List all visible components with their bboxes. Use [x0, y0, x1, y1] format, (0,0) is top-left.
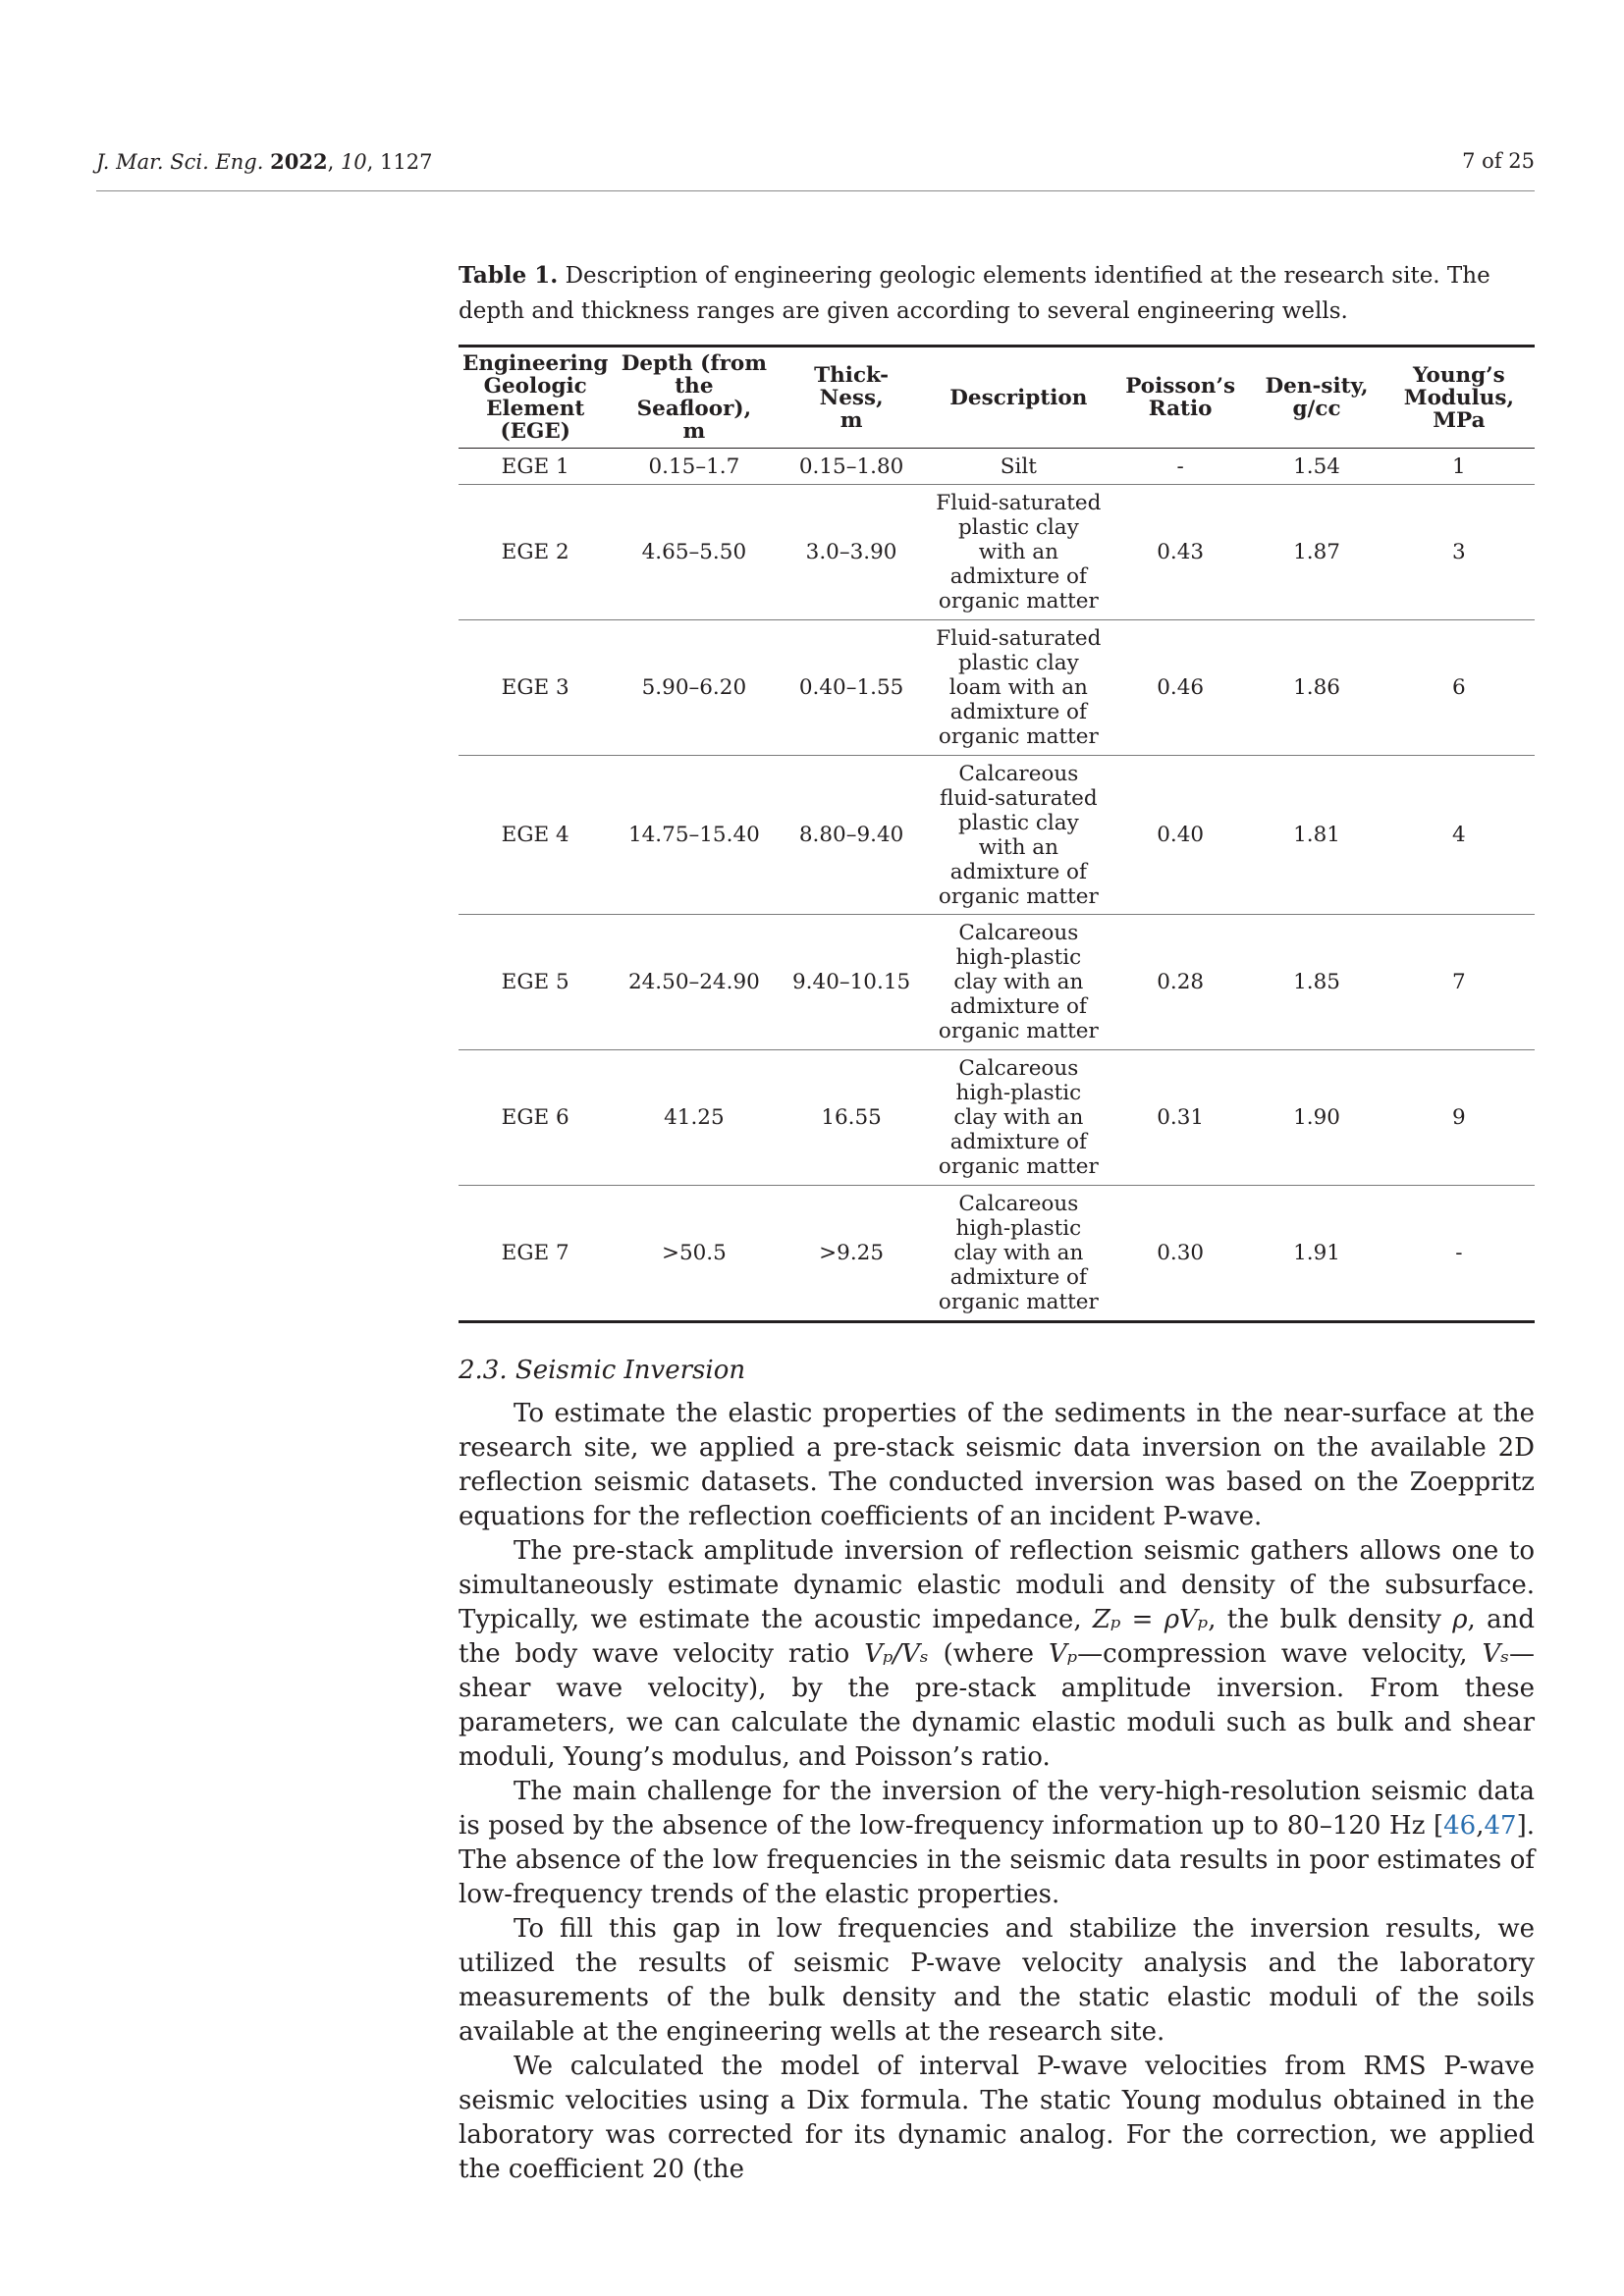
- table-caption-label: Table 1.: [459, 262, 559, 289]
- cell-thickness: 16.55: [776, 1050, 926, 1186]
- cell-poisson: 0.31: [1110, 1050, 1250, 1186]
- table-caption-text: Description of engineering geologic elements identified at the research site. The depth and thickness ranges are given according to several engineering wells.: [459, 263, 1490, 324]
- cell-thickness: 3.0–3.90: [776, 485, 926, 620]
- cell-description: Calcareous high-plastic clay with an admixture of organic matter: [927, 915, 1110, 1050]
- table-row: [459, 620, 1535, 756]
- journal-volume: 10: [340, 150, 367, 174]
- cell-depth: 4.65–5.50: [612, 485, 776, 620]
- cell-poisson: 0.28: [1110, 915, 1250, 1050]
- table-row: [459, 485, 1535, 620]
- cell-young: 1: [1383, 449, 1535, 485]
- paragraph: The pre-stack amplitude inversion of reflection seismic gathers allows one to simultaneously estimate dynamic elastic moduli and density of the subsurface. Typically, we estimate the acoustic impedance, Zₚ = ρVₚ, the bulk density ρ, and the body wave velocity ratio Vₚ/Vₛ (where Vₚ—compression wave velocity, Vₛ—shear wave velocity), by the pre-stack amplitude inversion. From these parameters, we can calculate the dynamic elastic moduli such as bulk and shear moduli, Young’s modulus, and Poisson’s ratio.: [459, 1536, 1535, 1772]
- header-thickness: Thick- Ness, m: [776, 347, 926, 449]
- cell-ege: EGE 2: [459, 485, 612, 620]
- header-poisson: Poisson’s Ratio: [1110, 347, 1250, 449]
- cell-young: -: [1383, 1186, 1535, 1322]
- article-number: 1127: [380, 150, 433, 174]
- table-row: [459, 1050, 1535, 1186]
- cell-depth: 24.50–24.90: [612, 915, 776, 1050]
- running-header: [96, 149, 1535, 191]
- cell-ege: EGE 5: [459, 915, 612, 1050]
- cell-ege: EGE 4: [459, 756, 612, 915]
- section-title: 2.3. Seismic Inversion: [459, 1356, 746, 1385]
- paragraph: We calculated the model of interval P-wave velocities from RMS P-wave seismic velocities using a Dix formula. The static Young modulus obtained in the laboratory was corrected for its dynamic analog. For the correction, we applied the coefficient 20 (the: [459, 2052, 1535, 2184]
- paragraph: To estimate the elastic properties of the sediments in the near-surface at the research site, we applied a pre-stack seismic data inversion on the available 2D reflection seismic datasets. The conducted inversion was based on the Zoeppritz equations for the reflection coefficients of an incident P-wave.: [459, 1399, 1535, 1531]
- header-density: Den-sity, g/cc: [1250, 347, 1382, 449]
- cell-description: Calcareous high-plastic clay with an admixture of organic matter: [927, 1050, 1110, 1186]
- cell-young: 6: [1383, 620, 1535, 756]
- cell-ege: EGE 1: [459, 449, 612, 485]
- ege-table: [459, 345, 1535, 1323]
- cell-poisson: 0.40: [1110, 756, 1250, 915]
- page-number: 7 of 25: [1462, 149, 1535, 173]
- cell-density: 1.91: [1250, 1186, 1382, 1322]
- cell-young: 4: [1383, 756, 1535, 915]
- cell-description: Calcareous fluid-saturated plastic clay with an admixture of organic matter: [927, 756, 1110, 915]
- cell-description: Silt: [927, 449, 1110, 485]
- cell-poisson: 0.46: [1110, 620, 1250, 756]
- cell-density: 1.90: [1250, 1050, 1382, 1186]
- cell-poisson: 0.43: [1110, 485, 1250, 620]
- table-row: [459, 1186, 1535, 1322]
- cell-young: 3: [1383, 485, 1535, 620]
- header-young: Young’s Modulus, MPa: [1383, 347, 1535, 449]
- cell-density: 1.85: [1250, 915, 1382, 1050]
- table-header-row: [459, 347, 1535, 449]
- cell-depth: 0.15–1.7: [612, 449, 776, 485]
- cell-thickness: 8.80–9.40: [776, 756, 926, 915]
- table-row: [459, 915, 1535, 1050]
- table-caption: [459, 258, 1535, 329]
- header-description: Description: [927, 347, 1110, 449]
- cell-thickness: 0.15–1.80: [776, 449, 926, 485]
- cell-young: 9: [1383, 1050, 1535, 1186]
- cell-depth: 14.75–15.40: [612, 756, 776, 915]
- cell-depth: 5.90–6.20: [612, 620, 776, 756]
- cell-density: 1.81: [1250, 756, 1382, 915]
- cell-poisson: 0.30: [1110, 1186, 1250, 1322]
- journal-year: 2022: [270, 149, 328, 174]
- journal-abbreviation: J. Mar. Sci. Eng.: [96, 150, 264, 174]
- cell-depth: 41.25: [612, 1050, 776, 1186]
- cell-depth: >50.5: [612, 1186, 776, 1322]
- cell-density: 1.87: [1250, 485, 1382, 620]
- table-row: [459, 449, 1535, 485]
- header-depth: Depth (from the Seafloor), m: [612, 347, 776, 449]
- cell-density: 1.86: [1250, 620, 1382, 756]
- equation-velocity-ratio: Vₚ/Vₛ: [864, 1639, 929, 1669]
- cell-thickness: 9.40–10.15: [776, 915, 926, 1050]
- cell-ege: EGE 7: [459, 1186, 612, 1322]
- citation-link[interactable]: 46: [1443, 1811, 1477, 1841]
- paragraph: The main challenge for the inversion of the very-high-resolution seismic data is posed by the absence of the low-frequency information up to 80–120 Hz [46,47]. The absence of the low frequencies in the seismic data results in poor estimates of low-frequency trends of the elastic properties.: [459, 1777, 1535, 1909]
- cell-ege: EGE 3: [459, 620, 612, 756]
- journal-citation: J. Mar. Sci. Eng. 2022, 10, 1127: [96, 149, 433, 174]
- body-text: [459, 1397, 1535, 2187]
- cell-description: Fluid-saturated plastic clay loam with an admixture of organic matter: [927, 620, 1110, 756]
- cell-young: 7: [1383, 915, 1535, 1050]
- cell-density: 1.54: [1250, 449, 1382, 485]
- citation-link[interactable]: 47: [1484, 1811, 1517, 1841]
- cell-poisson: -: [1110, 449, 1250, 485]
- header-ege: Engineering Geologic Element (EGE): [459, 347, 612, 449]
- table-row: [459, 756, 1535, 915]
- paragraph: To fill this gap in low frequencies and stabilize the inversion results, we utilized the results of seismic P-wave velocity analysis and the laboratory measurements of the bulk density and the static elastic moduli of the soils available at the engineering wells at the research site.: [459, 1914, 1535, 2047]
- cell-thickness: 0.40–1.55: [776, 620, 926, 756]
- cell-description: Fluid-saturated plastic clay with an admixture of organic matter: [927, 485, 1110, 620]
- cell-description: Calcareous high-plastic clay with an admixture of organic matter: [927, 1186, 1110, 1322]
- equation-impedance: Zₚ = ρVₚ: [1092, 1605, 1209, 1634]
- cell-ege: EGE 6: [459, 1050, 612, 1186]
- cell-thickness: >9.25: [776, 1186, 926, 1322]
